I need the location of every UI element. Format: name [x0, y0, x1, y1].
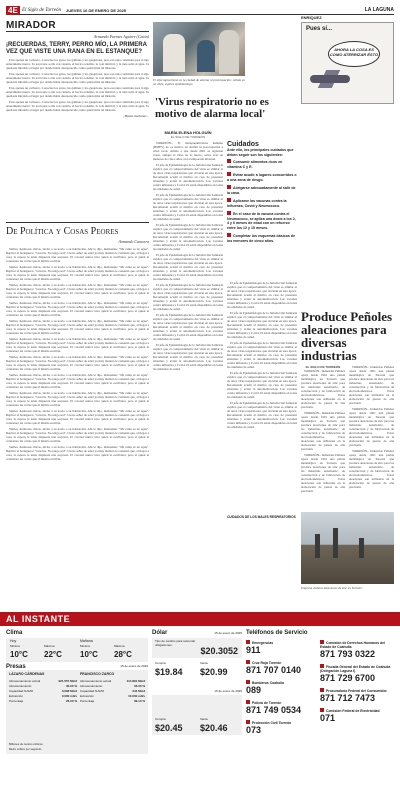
temp-value: 10°C: [80, 650, 98, 659]
story-headline: 'Virus respiratorio no es motivo de alarma local': [155, 96, 269, 120]
section-name: LA LAGUNA: [364, 7, 394, 13]
phone-entry: Policía de Torreón 871 749 0534: [246, 701, 302, 715]
phone-entry: Fiscalía General del Estado de Coahuila (Delegación Laguna I) 871 729 6700: [320, 665, 391, 683]
story-body-col2: El jefe de Epidemiología de la Jurisdicción Sanitaria explicó que el comportamiento del virus es similar al de otros virus respiratorios que circulan en esta época. Recomendó acudir al médico en caso de presentar síntomas y evitar la automedicación. Las vacunas contra influenza y Covid-19 están disponibles en todas las unidades de salud. El jefe de Epidemiología de la Jurisdicción Sanitaria explicó que el comportamiento del virus es similar al de otros virus respiratorios que circulan en esta época. Recomendó acudir al médico en caso de presentar síntomas y evitar la automedicación. Las vacunas contra influenza y Covid-19 están disponibles en todas las unidades de salud. El jefe de Epidemiología de la Jurisdicción Sanitaria explicó que el comportamiento del virus es similar al de otros virus respiratorios que circulan en esta época. Recomendó acudir al médico en caso de presentar síntomas y evitar la automedicación. Las vacunas contra influenza y Covid-19 están disponibles en todas las unidades de salud. El jefe de Epidemiología de la Jurisdicción Sanitaria explicó que el comportamiento del virus es similar al de otros virus respiratorios que circulan en esta época. Recomendó acudir al médico en caso de presentar síntomas y evitar la automedicación. Las vacunas contra influenza y Covid-19 están disponibles en todas las unidades de salud. El jefe de Epidemiología de la Jurisdicción Sanitaria explicó que el comportamiento del virus es similar al de otros virus respiratorios que circulan en esta época. Recomendó acudir al médico en caso de presentar síntomas y evitar la automedicación. Las vacunas contra influenza y Covid-19 están disponibles en todas las unidades de salud.: [227, 281, 298, 429]
temp-value: 28°C: [114, 650, 132, 659]
sidebar-title: Cuidados: [227, 141, 259, 148]
dolar-block: Dólar 15 de enero de 2025 Tipo de cambio para solventar obligaciones: $20.3052 Compra Venta $19.84 $20.99 16 de enero de 2025 Compra Venta $20.45 $20.46: [152, 630, 242, 733]
venta-value: $20.46: [200, 723, 228, 733]
story-photo: [153, 22, 245, 76]
list-item: En el caso de la vacuna contra el Neumococo, se aplica una dosis a los 2, 4 y 6 meses de edad con un refuerzo entre los 12 y 15 meses.: [227, 212, 296, 230]
list-item: Abrigarse adecuadamente al salir de la casa.: [227, 186, 296, 195]
telefonos-left: [246, 640, 316, 740]
compra-value: $20.45: [155, 723, 183, 733]
column-title: De Política y Cosas Peores: [6, 226, 119, 237]
presas-block: Presas 15 de enero de 2025 LÁZARO CÁRDENAS FRANCISCO ZARCO Almacenamiento actual 921.557 Mm3 Almacenamiento 30.00 % Capacidad NAMO 3,096 Mm3 Extracción 0.000 m3/s Porcentaje 26.00 % Almacenamiento actual 114.891 Mm3 Almacenamiento 33.00 % Capacidad NAMO 344 Mm3 Extracción 10.000 m3/s Porcentaje 39.10 % Millones de metros cúbicos Metro cúbico por segundo: [6, 664, 148, 754]
cartoon: [301, 22, 394, 104]
column-body: Sutiles, hermosas chicas, invita a su novio a su habitación. Ahí le dijo, insinuante: "Mi cama es de agua". Replicó el bodeguero: "Gracias. No tengo sed". Cierto señor de edad ya muy madura le comentó que, al llegar a casa, la esposa le tenía dispuesta una sorpresa. El coronel nunca tuvo quien le escribiera, pero sí quien le contestara las cartas que él mismo escribía. Sutiles, hermosas chicas, invita a su novio a su habitación. Ahí le dijo, insinuante: "Mi cama es de agua". Replicó el bodeguero: "Gracias. No tengo sed". Cierto señor de edad ya muy madura le comentó que, al llegar a casa, la esposa le tenía dispuesta una sorpresa. El coronel nunca tuvo quien le escribiera, pero sí quien le contestara las cartas que él mismo escribía. Sutiles, hermosas chicas, invita a su novio a su habitación. Ahí le dijo, insinuante: "Mi cama es de agua". Replicó el bodeguero: "Gracias. No tengo sed". Cierto señor de edad ya muy madura le comentó que, al llegar a casa, la esposa le tenía dispuesta una sorpresa. El coronel nunca tuvo quien le escribiera, pero sí quien le contestara las cartas que él mismo escribía. Sutiles, hermosas chicas, invita a su novio a su habitación. Ahí le dijo, insinuante: "Mi cama es de agua". Replicó el bodeguero: "Gracias. No tengo sed". Cierto señor de edad ya muy madura le comentó que, al llegar a casa, la esposa le tenía dispuesta una sorpresa. El coronel nunca tuvo quien le escribiera, pero sí quien le contestara las cartas que él mismo escribía. Sutiles, hermosas chicas, invita a su novio a su habitación. Ahí le dijo, insinuante: "Mi cama es de agua". Replicó el bodeguero: "Gracias. No tengo sed". Cierto señor de edad ya muy madura le comentó que, al llegar a casa, la esposa le tenía dispuesta una sorpresa. El coronel nunca tuvo quien le escribiera, pero sí quien le contestara las cartas que él mismo escribía. Sutiles, hermosas chicas, invita a su novio a su habitación. Ahí le dijo, insinuante: "Mi cama es de agua". Replicó el bodeguero: "Gracias. No tengo sed". Cierto señor de edad ya muy madura le comentó que, al llegar a casa, la esposa le tenía dispuesta una sorpresa. El coronel nunca tuvo quien le escribiera, pero sí quien le contestara las cartas que él mismo escribía. Sutiles, hermosas chicas, invita a su novio a su habitación. Ahí le dijo, insinuante: "Mi cama es de agua". Replicó el bodeguero: "Gracias. No tengo sed". Cierto señor de edad ya muy madura le comentó que, al llegar a casa, la esposa le tenía dispuesta una sorpresa. El coronel nunca tuvo quien le escribiera, pero sí quien le contestara las cartas que él mismo escribía. Sutiles, hermosas chicas, invita a su novio a su habitación. Ahí le dijo, insinuante: "Mi cama es de agua". Replicó el bodeguero: "Gracias. No tengo sed". Cierto señor de edad ya muy madura le comentó que, al llegar a casa, la esposa le tenía dispuesta una sorpresa. El coronel nunca tuvo quien le escribiera, pero sí quien le contestara las cartas que él mismo escribía. Sutiles, hermosas chicas, invita a su novio a su habitación. Ahí le dijo, insinuante: "Mi cama es de agua". Replicó el bodeguero: "Gracias. No tengo sed". Cierto señor de edad ya muy madura le comentó que, al llegar a casa, la esposa le tenía dispuesta una sorpresa. El coronel nunca tuvo quien le escribiera, pero sí quien le contestara las cartas que él mismo escribía. Sutiles, hermosas chicas, invita a su novio a su habitación. Ahí le dijo, insinuante: "Mi cama es de agua". Replicó el bodeguero: "Gracias. No tengo sed". Cierto señor de edad ya muy madura le comentó que, al llegar a casa, la esposa le tenía dispuesta una sorpresa. El coronel nunca tuvo quien le escribiera, pero sí quien le contestara las cartas que él mismo escribía. Sutiles, hermosas chicas, invita a su novio a su habitación. Ahí le dijo, insinuante: "Mi cama es de agua". Replicó el bodeguero: "Gracias. No tengo sed". Cierto señor de edad ya muy madura le comentó que, al llegar a casa, la esposa le tenía dispuesta una sorpresa. El coronel nunca tuvo quien le escribiera, pero sí quien le contestara las cartas que él mismo escribía. Sutiles, hermosas chicas, invita a su novio a su habitación. Ahí le dijo, insinuante: "Mi cama es de agua". Replicó el bodeguero: "Gracias. No tengo sed". Cierto señor de edad ya muy madura le comentó que, al llegar a casa, la esposa le tenía dispuesta una sorpresa. El coronel nunca tuvo quien le escribiera, pero sí quien le contestara las cartas que él mismo escribía.: [6, 247, 149, 461]
telefonos-block: [246, 630, 394, 740]
page-number: 4E: [8, 6, 18, 15]
penoles-headline: Produce Peñoles aleaciones para diversas industrias: [301, 309, 393, 363]
clima-title: Clima: [6, 630, 23, 636]
presas-table: LÁZARO CÁRDENAS FRANCISCO ZARCO Almacenamiento actual 921.557 Mm3 Almacenamiento 30.00 % Capacidad NAMO 3,096 Mm3 Extracción 0.000 m3/s Porcentaje 26.00 % Almacenamiento actual 114.891 Mm3 Almacenamiento 33.00 % Capacidad NAMO 344 Mm3 Extracción 10.000 m3/s Porcentaje 39.10 % Millones de metros cúbicos Metro cúbico por segundo: [6, 670, 148, 754]
list-item: Evitar acudir a lugares concurridos o a una zona de riesgo.: [227, 173, 297, 182]
list-item: Consumir alimentos ricos en vitamina C y E.: [227, 160, 283, 169]
temp-value: 10°C: [10, 650, 28, 659]
factory-photo: [301, 512, 394, 584]
story-author: MARÍA ELENA HOLGUÍN: [164, 130, 212, 135]
column-headline: ¡RECUERDAS, TERRY, PERRO MÍO, LA PRIMERA VEZ QUE VISTE UNA RANA EN EL ESTANQUE?: [6, 42, 147, 55]
cartoon-caption: Pues sí...: [306, 26, 333, 32]
sidebar-intro: Ante ello, los principales cuidados que deben seguir son los siguientes:: [227, 148, 294, 157]
phone-entry: Procuraduría Federal del Consumidor 871 712 7473: [320, 689, 387, 703]
phone-entry: Comisión Federal de Electricidad 071: [320, 709, 380, 723]
phone-entry: Comisión de Derechos Humanos del Estado de Coahuila 871 793 0322: [320, 641, 385, 659]
clima-grid: Hoy Mañana Mínima Máxima Mínima Máxima 10°C 22°C 10°C 28°C: [6, 638, 148, 662]
al-instante-banner: AL INSTANTE: [0, 612, 400, 626]
penoles-body-col2: TORREÓN.- Industrias Peñoles opera desde 1961 una planta metalúrgica en Torreón que produce aleaciones de zinc para las industrias automotriz, de construcción y de fabricación de electrodomésticos. Estas aleaciones son utilizadas en la elaboración de piezas de alta precisión. TORREÓN.- Industrias Peñoles opera desde 1961 una planta metalúrgica en Torreón que produce aleaciones de zinc para las industrias automotriz, de construcción y de fabricación de electrodomésticos. Estas aleaciones son utilizadas en la elaboración de piezas de alta precisión. TORREÓN.- Industrias Peñoles opera desde 1961 una planta metalúrgica en Torreón que produce aleaciones de zinc para las industrias automotriz, de construcción y de fabricación de electrodomésticos. Estas aleaciones son utilizadas en la elaboración de piezas de alta precisión.: [349, 365, 394, 489]
mirador-column: [6, 20, 149, 118]
clima-block: [6, 630, 148, 662]
phone-entry: Cruz Roja Torreón 871 707 0140: [246, 661, 302, 675]
presas-title: Presas: [6, 664, 26, 670]
page-header: [6, 6, 394, 15]
cuidados-sidebar: [227, 141, 297, 246]
column-title: MIRADOR: [6, 20, 149, 32]
presas-rows-1: Almacenamiento actual 921.557 Mm3 Almacenamiento 30.00 % Capacidad NAMO 3,096 Mm3 Extracción 0.000 m3/s Porcentaje 26.00 %: [9, 679, 77, 703]
telefonos-right: [320, 640, 394, 740]
penoles-body-col1: EL SIGLO DE TORREÓN TORREÓN.- Industrias Peñoles opera desde 1961 una planta metalúrgica en Torreón que produce aleaciones de zinc para las industrias automotriz, de construcción y de fabricación de electrodomésticos. Estas aleaciones son utilizadas en la elaboración de piezas de alta precisión. TORREÓN.- Industrias Peñoles opera desde 1961 una planta metalúrgica en Torreón que produce aleaciones de zinc para las industrias automotriz, de construcción y de fabricación de electrodomésticos. Estas aleaciones son utilizadas en la elaboración de piezas de alta precisión. TORREÓN.- Industrias Peñoles opera desde 1961 una planta metalúrgica en Torreón que produce aleaciones de zinc para las industrias automotriz, de construcción y de fabricación de electrodomésticos. Estas aleaciones son utilizadas en la elaboración de piezas de alta precisión.: [301, 365, 345, 493]
column-author: Armando Camorra: [118, 239, 149, 244]
issue-date: JUEVES 16 DE ENERO DE 2025: [66, 8, 127, 13]
list-item: Aplicarse las vacunas contra la Influenza, Covid y Neumococo.: [227, 199, 287, 208]
cartoon-bubble: AHORA LA COSA ES COMO ATERRIZAR ÉSTO: [328, 41, 380, 67]
compra-value: $19.84: [155, 667, 183, 677]
politica-column: [6, 222, 149, 463]
dolar-fix: Tipo de cambio para solventar obligaciones: $20.3052: [152, 638, 242, 658]
paper-name: El Siglo de Torreón: [22, 8, 61, 13]
sidebar-list: [227, 159, 297, 243]
sidebar-subhead: CUIDADOS DE LOS MALES RESPIRATORIOS: [227, 515, 296, 519]
venta-value: $20.99: [200, 667, 228, 677]
column-signoff: ¡Hasta mañana!...: [123, 114, 149, 118]
story-body-col1: TORREÓN.- El metapneumovirus humano (HMPV) no es motivo de alarma ni preocupación a nivel local, debido a que desde 2001 se registran casos, aunque el virus no es nuevo, sobre todo en menores de cinco años, en la temporada invernal. El jefe de Epidemiología de la Jurisdicción Sanitaria explicó que el comportamiento del virus es similar al de otros virus respiratorios que circulan en esta época. Recomendó acudir al médico en caso de presentar síntomas y evitar la automedicación. Las vacunas contra influenza y Covid-19 están disponibles en todas las unidades de salud. El jefe de Epidemiología de la Jurisdicción Sanitaria explicó que el comportamiento del virus es similar al de otros virus respiratorios que circulan en esta época. Recomendó acudir al médico en caso de presentar síntomas y evitar la automedicación. Las vacunas contra influenza y Covid-19 están disponibles en todas las unidades de salud. El jefe de Epidemiología de la Jurisdicción Sanitaria explicó que el comportamiento del virus es similar al de otros virus respiratorios que circulan en esta época. Recomendó acudir al médico en caso de presentar síntomas y evitar la automedicación. Las vacunas contra influenza y Covid-19 están disponibles en todas las unidades de salud. El jefe de Epidemiología de la Jurisdicción Sanitaria explicó que el comportamiento del virus es similar al de otros virus respiratorios que circulan en esta época. Recomendó acudir al médico en caso de presentar síntomas y evitar la automedicación. Las vacunas contra influenza y Covid-19 están disponibles en todas las unidades de salud. El jefe de Epidemiología de la Jurisdicción Sanitaria explicó que el comportamiento del virus es similar al de otros virus respiratorios que circulan en esta época. Recomendó acudir al médico en caso de presentar síntomas y evitar la automedicación. Las vacunas contra influenza y Covid-19 están disponibles en todas las unidades de salud. El jefe de Epidemiología de la Jurisdicción Sanitaria explicó que el comportamiento del virus es similar al de otros virus respiratorios que circulan en esta época. Recomendó acudir al médico en caso de presentar síntomas y evitar la automedicación. Las vacunas contra influenza y Covid-19 están disponibles en todas las unidades de salud. El jefe de Epidemiología de la Jurisdicción Sanitaria explicó que el comportamiento del virus es similar al de otros virus respiratorios que circulan en esta época. Recomendó acudir al médico en caso de presentar síntomas y evitar la automedicación. Las vacunas contra influenza y Covid-19 están disponibles en todas las unidades de salud.: [153, 141, 224, 371]
cartoon-kicker: ENRÍQUEZ: [301, 15, 322, 20]
dolar-bank: Compra Venta $19.84 $20.99: [155, 661, 228, 677]
story-agency: EL SIGLO DE TORREÓN: [170, 135, 206, 139]
phone-entry: Bomberos Coahuila 089: [246, 681, 285, 695]
presas-rows-2: Almacenamiento actual 114.891 Mm3 Almacenamiento 33.00 % Capacidad NAMO 344 Mm3 Extracción 10.000 m3/s Porcentaje 39.10 %: [80, 679, 145, 703]
list-item: Completar los esquemas básicos de los menores de cinco años.: [227, 234, 296, 243]
phone-entry: Emergencias 911: [246, 641, 274, 655]
telefonos-title: Teléfonos de Servicio: [246, 630, 308, 636]
photo-caption: El infectopicarismo en la ciudad de alarma ni preocupación: señala en un 2024, explica epidemiólogo.: [153, 78, 245, 86]
phone-entry: Protección Civil Torreón 073: [246, 721, 292, 735]
temp-value: 22°C: [44, 650, 62, 659]
dolar-title: Dólar: [152, 630, 168, 636]
column-author: Armando Fuentes Aguirre (Catón): [93, 34, 149, 39]
rate-value: $20.3052: [200, 646, 238, 656]
dolar-ventanilla: Compra Venta $20.45 $20.46: [152, 695, 242, 735]
factory-caption: Empresa elabora aleaciones de zinc en Torreón.: [301, 586, 363, 590]
column-body: Eras apenas un cachorro. Conocías los gatos, las gallinas y los guajolotes, pero esa rana constituía para ti algo enteramente nuevo. Te acercaste a ella con cautela, el hocico tendido, la cola inmóvil, y la rana saltó al agua. Te quedaste mirando el lugar por donde había desaparecido como quien mira un misterio. Eras apenas un cachorro. Conocías los gatos, las gallinas y los guajolotes, pero esa rana constituía para ti algo enteramente nuevo. Te acercaste a ella con cautela, el hocico tendido, la cola inmóvil, y la rana saltó al agua. Te quedaste mirando el lugar por donde había desaparecido como quien mira un misterio. Eras apenas un cachorro. Conocías los gatos, las gallinas y los guajolotes, pero esa rana constituía para ti algo enteramente nuevo. Te acercaste a ella con cautela, el hocico tendido, la cola inmóvil, y la rana saltó al agua. Te quedaste mirando el lugar por donde había desaparecido como quien mira un misterio. Eras apenas un cachorro. Conocías los gatos, las gallinas y los guajolotes, pero esa rana constituía para ti algo enteramente nuevo. Te acercaste a ella con cautela, el hocico tendido, la cola inmóvil, y la rana saltó al agua. Te quedaste mirando el lugar por donde había desaparecido como quien mira un misterio.: [6, 58, 149, 112]
